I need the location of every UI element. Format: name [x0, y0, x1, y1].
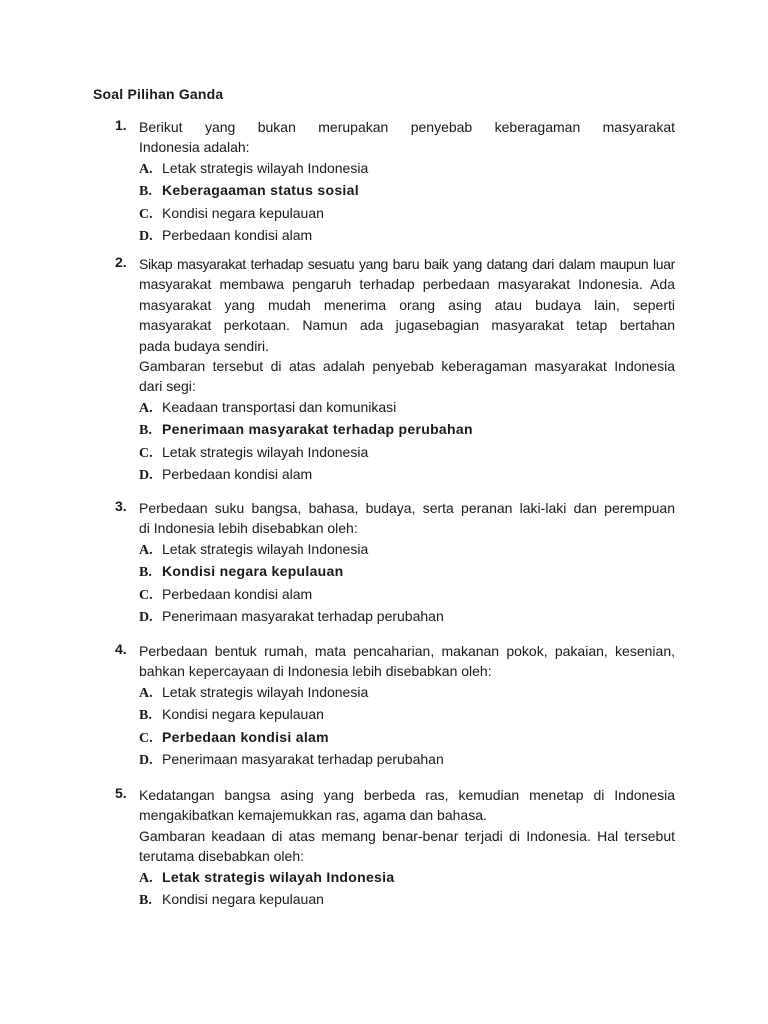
option-text: Letak strategis wilayah Indonesia	[162, 540, 369, 557]
option-letter: D.	[139, 610, 153, 626]
option-letter: B.	[139, 893, 152, 909]
question-body	[139, 641, 675, 771]
question-body	[139, 498, 675, 628]
question-text-line: masyarakat perkotaan. Namun ada jugasebagian masyarakat tetap bertahan	[139, 317, 675, 334]
question-text-line: bahkan kepercayaan di Indonesia lebih disebabkan oleh:	[139, 663, 492, 680]
answer-option-c	[139, 442, 675, 464]
question-text-line: dari segi:	[139, 378, 196, 395]
option-text: Keberagaaman status sosial	[162, 182, 359, 199]
question-text-line: Sikap masyarakat terhadap sesuatu yang baru baik yang datang dari dalam maupun luar	[139, 256, 675, 272]
option-letter: B.	[139, 565, 152, 581]
option-letter: A.	[139, 542, 153, 558]
option-text: Kondisi negara kepulauan	[162, 706, 324, 723]
option-letter: A.	[139, 685, 153, 701]
question-number: 4.	[115, 641, 127, 657]
document-title: Soal Pilihan Ganda	[93, 86, 224, 102]
answer-option-a	[139, 539, 675, 561]
question-number: 3.	[115, 498, 127, 514]
option-letter: C.	[139, 206, 153, 222]
question-text-line: terutama disebabkan oleh:	[139, 848, 304, 865]
option-letter: B.	[139, 708, 152, 724]
option-text: Kondisi negara kepulauan	[162, 204, 324, 221]
question-number: 1.	[115, 117, 127, 133]
option-text: Perbedaan kondisi alam	[162, 227, 313, 244]
question-number: 5.	[115, 785, 127, 801]
question-text-line: di Indonesia lebih disebabkan oleh:	[139, 520, 358, 537]
answer-option-a	[139, 867, 675, 889]
option-text: Penerimaan masyarakat terhadap perubahan	[162, 421, 473, 438]
option-text: Perbedaan kondisi alam	[162, 728, 329, 745]
answer-option-b	[139, 180, 675, 202]
question-text-line: masyarakat membawa pengaruh terhadap perbedaan masyarakat Indonesia. Ada	[139, 276, 675, 293]
question-text-line: Gambaran keadaan di atas memang benar-benar terjadi di Indonesia. Hal tersebut	[139, 827, 675, 844]
option-letter: A.	[139, 400, 153, 416]
answer-option-a	[139, 397, 675, 419]
option-text: Perbedaan kondisi alam	[162, 585, 313, 602]
answer-option-b	[139, 704, 675, 726]
option-text: Letak strategis wilayah Indonesia	[162, 159, 369, 176]
answer-option-c	[139, 584, 675, 606]
question-body	[139, 785, 675, 911]
option-text: Kondisi negara kepulauan	[162, 891, 324, 908]
option-text: Letak strategis wilayah Indonesia	[162, 443, 369, 460]
option-text: Keadaan transportasi dan komunikasi	[162, 398, 397, 415]
option-letter: B.	[139, 184, 152, 200]
option-text: Letak strategis wilayah Indonesia	[162, 868, 395, 885]
question-text-line: Kedatangan bangsa asing yang berbeda ras, kemudian menetap di Indonesia	[139, 787, 675, 803]
question-body	[139, 254, 675, 486]
question-number: 2.	[115, 254, 127, 270]
question-text-line: Perbedaan bentuk rumah, mata pencaharian, makanan pokok, pakaian, kesenian,	[139, 643, 675, 659]
answer-option-d	[139, 749, 675, 771]
answer-option-c	[139, 203, 675, 225]
answer-option-b	[139, 561, 675, 583]
option-letter: A.	[139, 870, 153, 886]
answer-option-b	[139, 889, 675, 911]
answer-option-a	[139, 682, 675, 704]
answer-option-a	[139, 158, 675, 180]
question-text-line: Perbedaan suku bangsa, bahasa, budaya, serta peranan laki-laki dan perempuan	[139, 500, 675, 516]
answer-option-d	[139, 225, 675, 247]
question-text-line: mengakibatkan kemajemukkan ras, agama dan bahasa.	[139, 807, 487, 824]
option-letter: D.	[139, 468, 153, 484]
question-text-line: Gambaran tersebut di atas adalah penyebab keberagaman masyarakat Indonesia	[139, 358, 675, 375]
option-text: Kondisi negara kepulauan	[162, 563, 344, 580]
answer-option-c	[139, 727, 675, 749]
answer-option-b	[139, 419, 675, 441]
option-letter: B.	[139, 423, 152, 439]
question-text-line: Berikut yang bukan merupakan penyebab keberagaman masyarakat	[139, 119, 675, 135]
answer-option-d	[139, 606, 675, 628]
option-letter: D.	[139, 753, 153, 769]
option-text: Penerimaan masyarakat terhadap perubahan	[162, 751, 444, 768]
option-text: Penerimaan masyarakat terhadap perubahan	[162, 608, 444, 625]
answer-option-d	[139, 464, 675, 486]
option-letter: A.	[139, 161, 153, 177]
option-text: Letak strategis wilayah Indonesia	[162, 683, 369, 700]
option-letter: D.	[139, 229, 153, 245]
question-text-line: Indonesia adalah:	[139, 139, 250, 156]
question-body	[139, 117, 675, 247]
option-letter: C.	[139, 730, 153, 746]
option-letter: C.	[139, 445, 153, 461]
question-text-line: pada budaya sendiri.	[139, 337, 269, 354]
option-text: Perbedaan kondisi alam	[162, 466, 313, 483]
option-letter: C.	[139, 587, 153, 603]
question-text-line: masyarakat yang mudah menerima orang asing atau budaya lain, seperti	[139, 296, 675, 313]
